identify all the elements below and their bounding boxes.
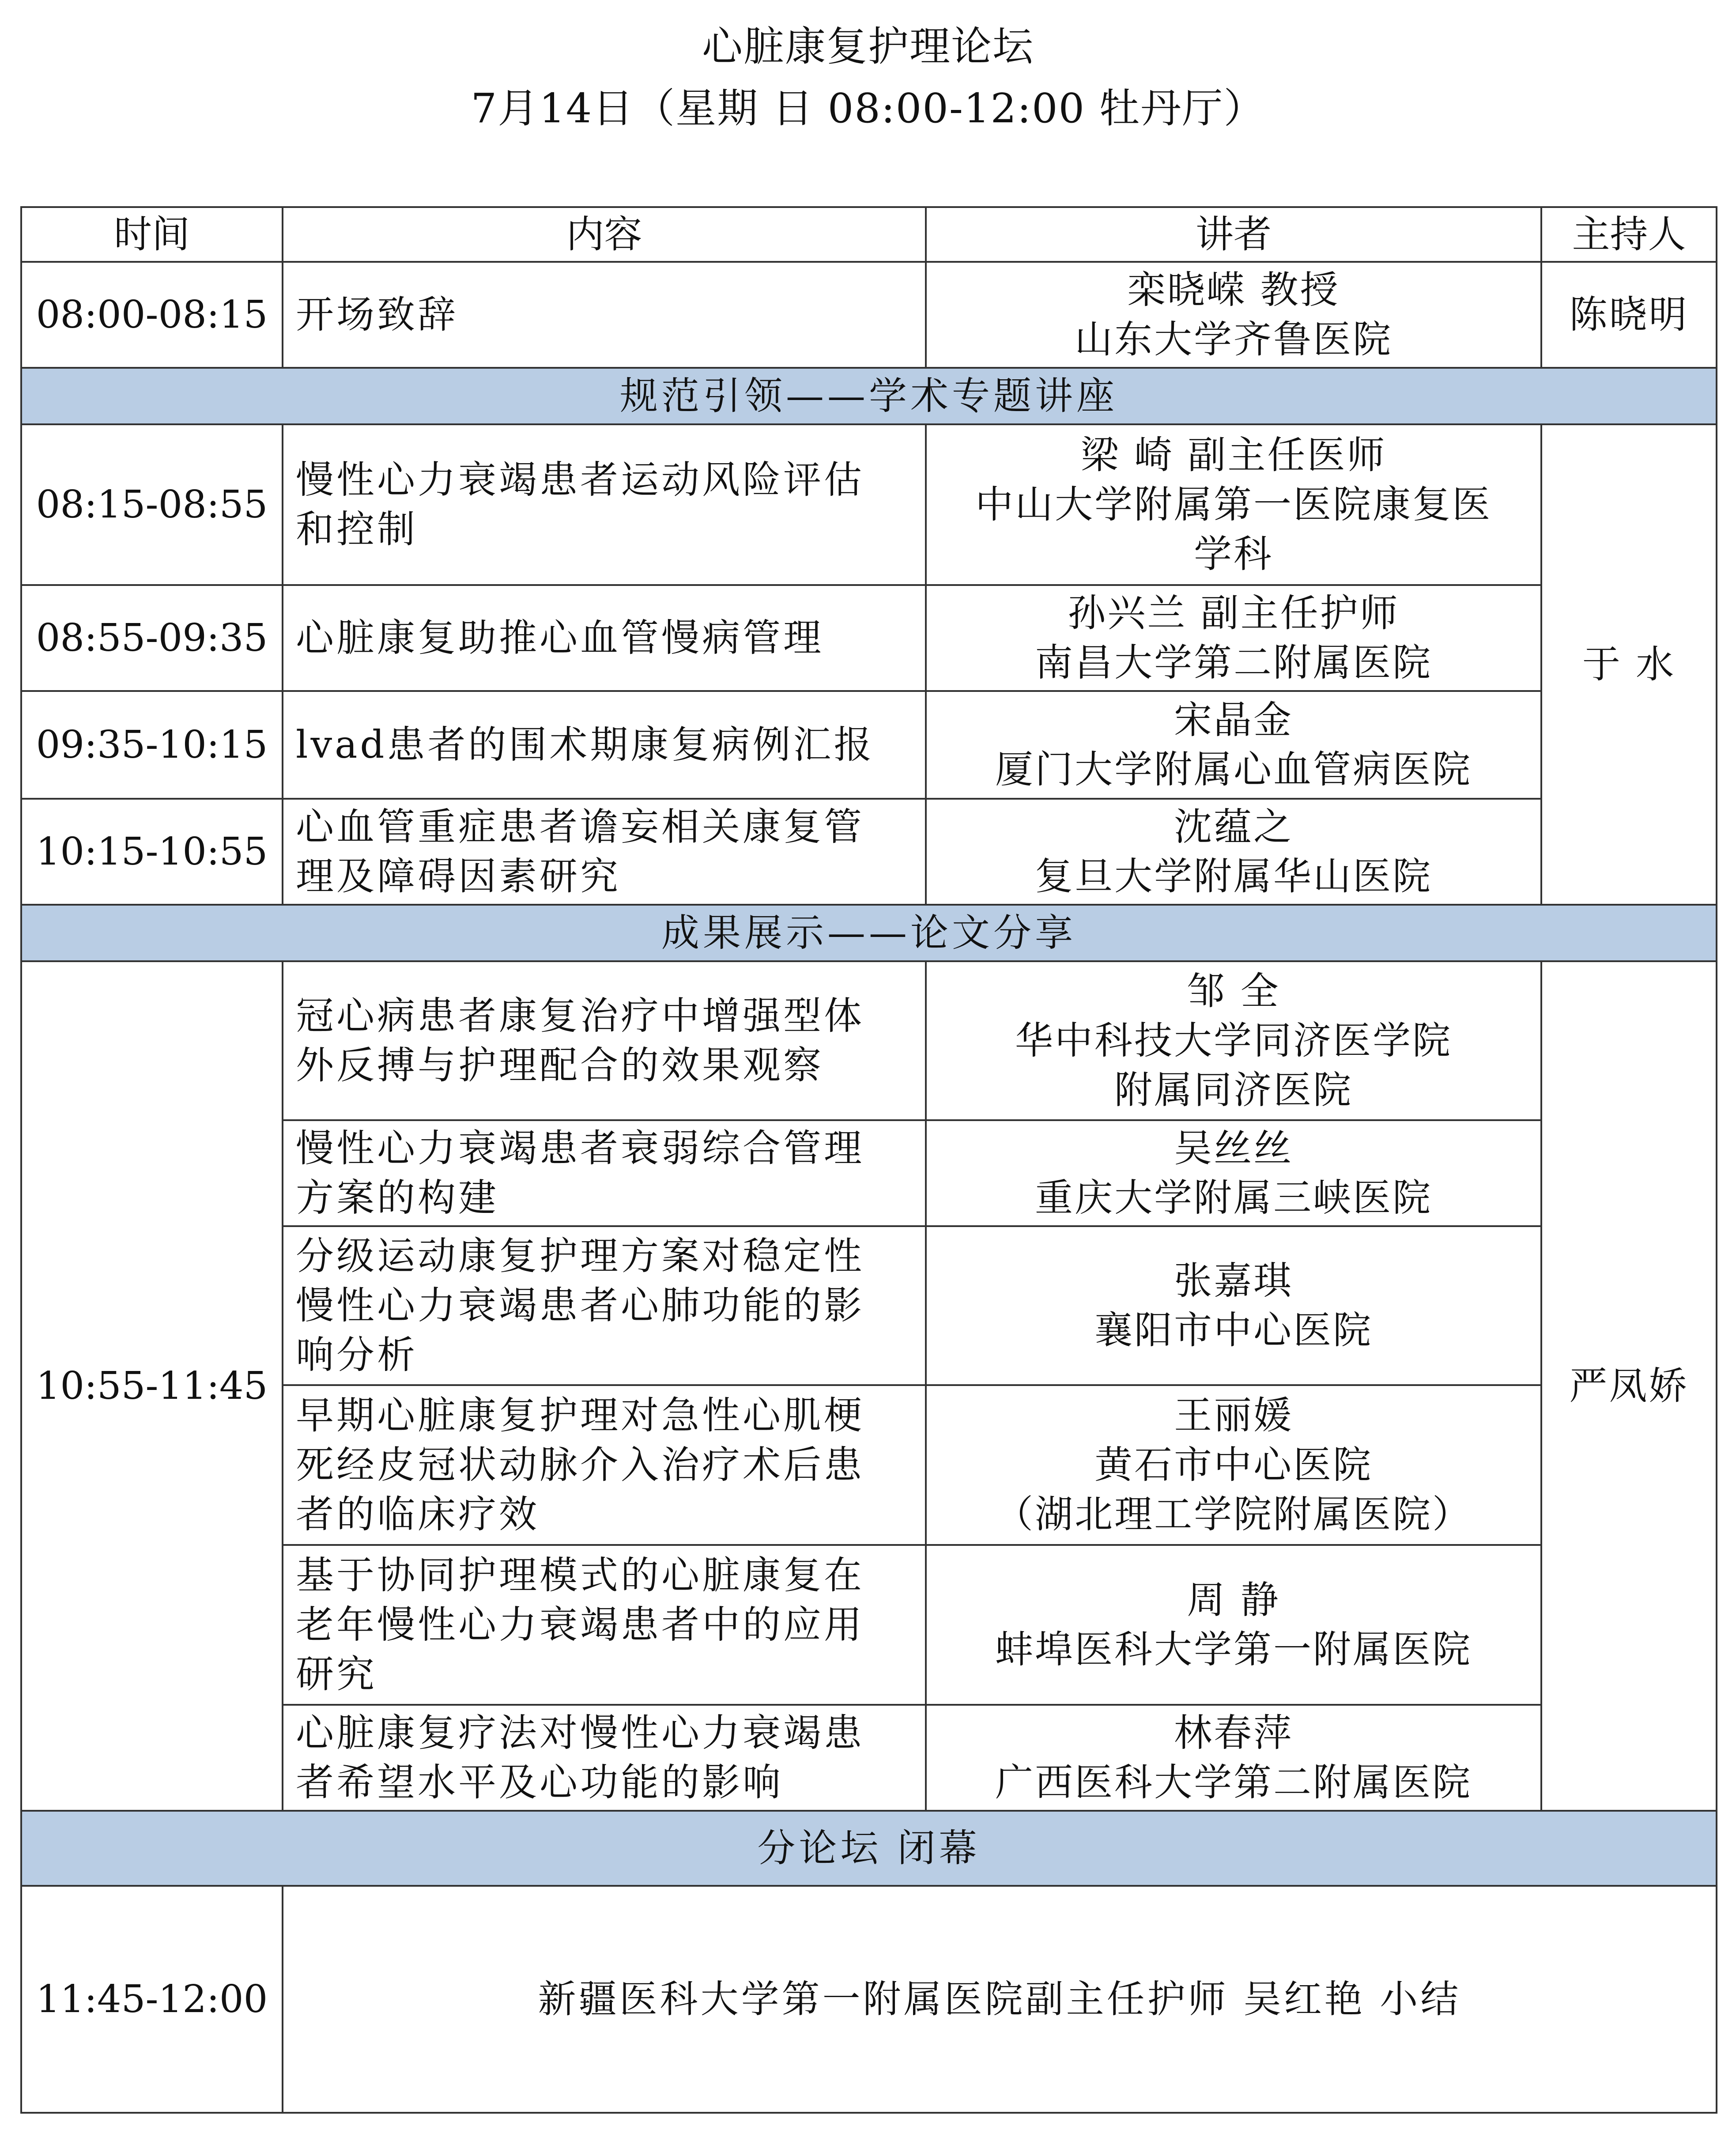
speaker-cell	[926, 585, 1541, 691]
table-row-opening	[21, 262, 1717, 368]
table-row	[21, 961, 1717, 1120]
content-line: 和控制	[296, 507, 418, 551]
header-content: 内容	[283, 207, 926, 262]
content-line: 基于协同护理模式的心脏康复在	[296, 1553, 864, 1597]
content-line: 者希望水平及心功能的影响	[296, 1760, 783, 1805]
content-line: 外反搏与护理配合的效果观察	[296, 1043, 824, 1088]
host-cell: 严凤娇	[1541, 961, 1717, 1811]
content-cell	[283, 1226, 926, 1385]
content-line: 心脏康复疗法对慢性心力衰竭患	[296, 1711, 864, 1755]
content-line: 心脏康复助推心血管慢病管理	[296, 616, 824, 660]
content-line: 慢性心力衰竭患者心肺功能的影	[296, 1284, 864, 1328]
content-line: 心血管重症患者谵妄相关康复管	[296, 805, 864, 849]
section-header-row	[21, 1811, 1717, 1886]
content-line: 冠心病患者康复治疗中增强型体	[296, 994, 864, 1038]
section-header-row	[21, 368, 1717, 424]
speaker-cell	[926, 262, 1541, 368]
speaker-line: 厦门大学附属心血管病医院	[995, 748, 1472, 792]
speaker-cell	[926, 1705, 1541, 1811]
table-row-closing	[21, 1886, 1717, 2113]
content-line: 研究	[296, 1652, 377, 1696]
table-header-row	[21, 207, 1717, 262]
speaker-cell	[926, 691, 1541, 799]
speaker-line: 宋晶金	[1174, 698, 1293, 742]
content-cell	[283, 585, 926, 691]
speaker-line: 广西医科大学第二附属医院	[995, 1760, 1472, 1805]
content-line: 慢性心力衰竭患者运动风险评估	[296, 458, 864, 502]
page-title: 心脏康复护理论坛	[702, 23, 1034, 70]
page-subtitle: 7月14日（星期 日 08:00-12:00 牡丹厅）	[471, 85, 1265, 132]
content-cell	[283, 1705, 926, 1811]
table-row	[21, 585, 1717, 691]
time-cell: 09:35-10:15	[21, 691, 283, 799]
content-cell	[283, 1385, 926, 1545]
speaker-line: 襄阳市中心医院	[1094, 1308, 1373, 1352]
section-title: 成果展示——论文分享	[21, 905, 1717, 961]
speaker-line: （湖北理工学院附属医院）	[995, 1492, 1472, 1537]
time-cell: 10:15-10:55	[21, 799, 283, 905]
speaker-cell	[926, 1120, 1541, 1226]
content-line: 早期心脏康复护理对急性心肌梗	[296, 1393, 864, 1438]
content-line: 死经皮冠状动脉介入治疗术后患	[296, 1443, 864, 1487]
section-title: 规范引领——学术专题讲座	[21, 368, 1717, 424]
content-cell	[283, 1120, 926, 1226]
speaker-line: 林春萍	[1174, 1711, 1293, 1755]
speaker-line: 吴丝丝	[1174, 1126, 1293, 1171]
content-cell: 开场致辞	[283, 262, 926, 368]
speaker-line: 中山大学附属第一医院康复医	[975, 483, 1492, 527]
speaker-cell	[926, 424, 1541, 585]
time-cell: 10:55-11:45	[21, 961, 283, 1811]
speaker-line: 复旦大学附属华山医院	[1035, 854, 1432, 899]
content-line: 者的临床疗效	[296, 1492, 540, 1537]
speaker-cell	[926, 1545, 1541, 1705]
content-line: 慢性心力衰竭患者衰弱综合管理	[296, 1126, 864, 1171]
time-cell: 08:15-08:55	[21, 424, 283, 585]
speaker-line: 王丽媛	[1174, 1393, 1293, 1438]
content-cell	[283, 424, 926, 585]
speaker-line: 学科	[1194, 532, 1273, 576]
speaker-cell	[926, 1226, 1541, 1385]
speaker-line: 重庆大学附属三峡医院	[1035, 1176, 1432, 1220]
section-title: 分论坛 闭幕	[21, 1811, 1717, 1886]
host-cell: 陈晓明	[1541, 262, 1717, 368]
host-cell: 于 水	[1541, 424, 1717, 905]
speaker-line: 蚌埠医科大学第一附属医院	[995, 1628, 1472, 1672]
content-line: 方案的构建	[296, 1176, 499, 1220]
speaker-name: 栾晓嵘 教授	[1127, 268, 1340, 312]
header-time: 时间	[21, 207, 283, 262]
speaker-cell	[926, 799, 1541, 905]
content-line: 老年慢性心力衰竭患者中的应用	[296, 1603, 864, 1647]
speaker-line: 南昌大学第二附属医院	[1035, 641, 1432, 685]
speaker-cell	[926, 1385, 1541, 1545]
speaker-line: 黄石市中心医院	[1094, 1443, 1373, 1487]
content-line: 理及障碍因素研究	[296, 854, 621, 899]
time-cell: 08:00-08:15	[21, 262, 283, 368]
speaker-line: 沈蕴之	[1174, 805, 1293, 849]
speaker-cell	[926, 961, 1541, 1120]
speaker-line: 孙兴兰 副主任护师	[1068, 591, 1400, 635]
content-cell	[283, 961, 926, 1120]
speaker-line: 梁 崎 副主任医师	[1080, 433, 1387, 477]
content-line: lvad患者的围术期康复病例汇报	[296, 723, 875, 767]
section-header-row	[21, 905, 1717, 961]
content-line: 响分析	[296, 1333, 418, 1377]
table-row	[21, 799, 1717, 905]
table-row	[21, 691, 1717, 799]
content-cell	[283, 691, 926, 799]
speaker-line: 邹 全	[1187, 969, 1280, 1013]
schedule-table	[20, 206, 1717, 2114]
closing-content-cell: 新疆医科大学第一附属医院副主任护师 吴红艳 小结	[283, 1886, 1717, 2113]
header-speaker: 讲者	[926, 207, 1541, 262]
content-line: 分级运动康复护理方案对稳定性	[296, 1234, 864, 1278]
content-cell	[283, 799, 926, 905]
speaker-line: 华中科技大学同济医学院	[1015, 1019, 1452, 1063]
speaker-line: 张嘉琪	[1174, 1259, 1293, 1303]
content-cell	[283, 1545, 926, 1705]
header-host: 主持人	[1541, 207, 1717, 262]
speaker-line: 附属同济医院	[1114, 1068, 1353, 1112]
time-cell: 08:55-09:35	[21, 585, 283, 691]
speaker-org: 山东大学齐鲁医院	[1075, 317, 1393, 362]
speaker-line: 周 静	[1187, 1578, 1280, 1622]
table-row	[21, 424, 1717, 585]
time-cell: 11:45-12:00	[21, 1886, 283, 2113]
